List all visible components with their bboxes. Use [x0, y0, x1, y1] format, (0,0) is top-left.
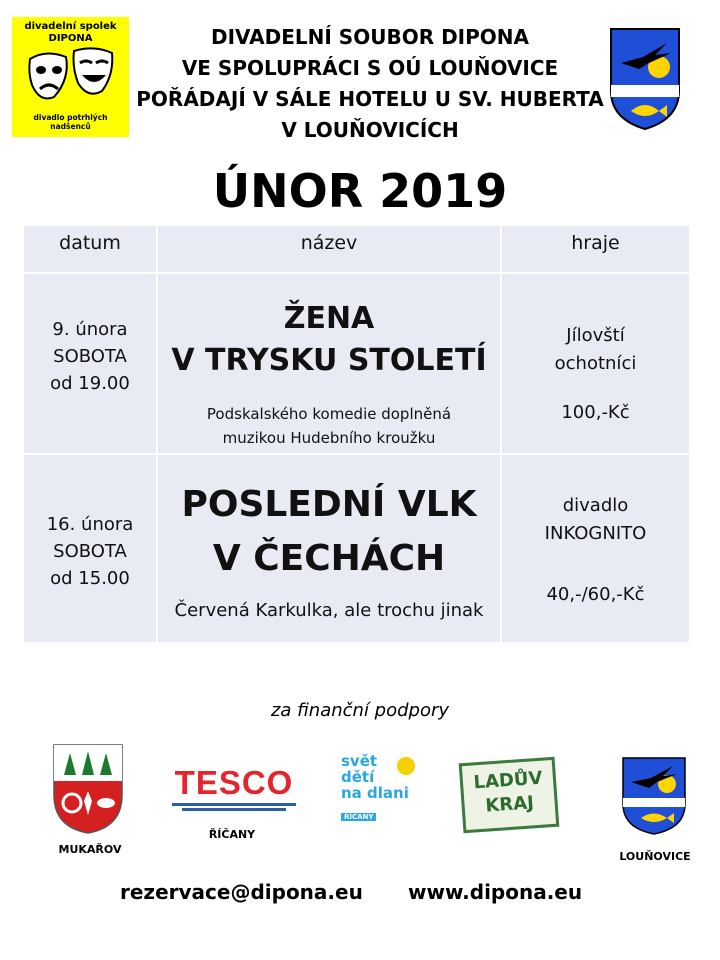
header-line-4: V LOUŇOVICÍCH: [281, 118, 459, 142]
svet-deti-line-3: na dlani: [341, 784, 409, 802]
month-title: ÚNOR 2019: [212, 164, 508, 218]
svet-deti-logo: [337, 751, 419, 823]
laduv-kraj-text: [462, 760, 556, 820]
event-header: [135, 22, 605, 146]
laduv-kraj-line-1: LADŮV: [472, 767, 544, 794]
program-table: [24, 226, 689, 642]
tesco-logo: [166, 764, 302, 810]
lounovice-caption: LOUŇOVICE: [619, 850, 691, 863]
header-line-3: POŘÁDAJÍ V SÁLE HOTELU U SV. HUBERTA: [136, 87, 604, 111]
row2-subtitle: Červená Karkulka, ale trochu jinak: [174, 600, 484, 621]
tesco-wordmark: TESCO: [174, 764, 294, 801]
header-datum: datum: [59, 232, 121, 254]
tesco-stripe: [172, 803, 296, 806]
row-divider: [24, 272, 689, 274]
svet-deti-line-2: dětí: [341, 768, 375, 786]
mukarov-caption: MUKAŘOV: [58, 843, 122, 856]
row2-title-line-1: POSLEDNÍ VLK: [181, 484, 477, 525]
lounovice-coat-of-arms-icon: [609, 27, 681, 131]
row-divider: [24, 453, 689, 455]
row1-subtitle-line-2: muzikou Hudebního kroužku: [222, 429, 436, 447]
row1-date-day: 9. února: [52, 319, 128, 340]
header-line-1: DIVADELNÍ SOUBOR DIPONA: [211, 25, 529, 49]
row1-title: [158, 298, 500, 382]
header-nazev: název: [300, 232, 358, 254]
row1-title-line-1: ŽENA: [283, 301, 375, 336]
row2-date: [24, 511, 156, 592]
svet-deti-line-4: ŘÍČANY: [341, 813, 376, 821]
row2-performer: [502, 492, 689, 548]
ricany-caption: ŘÍČANY: [208, 828, 256, 841]
logo-line-2: DIPONA: [48, 33, 93, 44]
mukarov-coat-of-arms-icon: [52, 743, 124, 835]
reservation-email[interactable]: rezervace@dipona.eu: [120, 880, 363, 904]
row2-date-day: 16. února: [46, 514, 134, 535]
row2-performer-line-1: divadlo: [562, 495, 629, 516]
row2-title: [158, 478, 500, 586]
row1-date-time: od 19.00: [50, 373, 130, 394]
logo-line-1: divadelní spolek: [24, 21, 117, 32]
header-hraje: hraje: [571, 232, 620, 254]
row1-subtitle: [158, 402, 500, 450]
row2-date-time: od 15.00: [50, 568, 130, 589]
logo-line-3: divadlo potrhlých nadšenců: [33, 113, 108, 131]
row1-title-line-2: V TRYSKU STOLETÍ: [171, 343, 487, 378]
row2-date-weekday: SOBOTA: [53, 541, 127, 562]
row1-performer-line-1: Jílovští: [566, 325, 625, 346]
svet-deti-text: [341, 753, 409, 801]
svet-deti-line-1: svět: [341, 752, 378, 770]
tesco-stripe: [182, 808, 286, 811]
row1-date: [24, 316, 156, 397]
row2-performer-line-2: INKOGNITO: [544, 523, 647, 544]
header-line-2: VE SPOLUPRÁCI S OÚ LOUŇOVICE: [181, 56, 559, 80]
row1-date-weekday: SOBOTA: [53, 346, 127, 367]
laduv-kraj-logo: [459, 757, 560, 834]
row2-title-line-2: V ČECHÁCH: [212, 538, 446, 579]
row2-price: 40,-/60,-Kč: [546, 584, 645, 605]
support-label: za finanční podpory: [270, 700, 450, 721]
dipona-logo: [12, 17, 129, 137]
theatre-masks-icon: [24, 45, 118, 115]
website-link[interactable]: www.dipona.eu: [408, 880, 583, 904]
row1-price: 100,-Kč: [561, 402, 630, 423]
row1-performer: [502, 322, 689, 378]
column-divider: [500, 226, 502, 642]
laduv-kraj-line-2: KRAJ: [484, 792, 535, 817]
row1-performer-line-2: ochotníci: [554, 353, 637, 374]
lounovice-coat-of-arms-small-icon: [621, 756, 687, 836]
row1-subtitle-line-1: Podskalského komedie doplněná: [206, 405, 452, 423]
